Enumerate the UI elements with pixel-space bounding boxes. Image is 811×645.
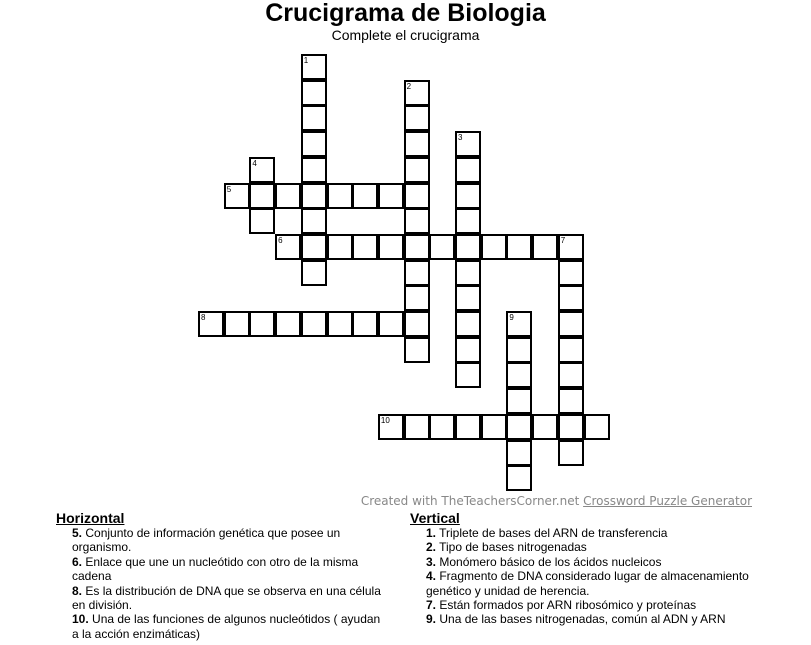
horizontal-clues [72, 526, 382, 641]
clue-across-10: 10. Una de las funciones de algunos nucleótidos ( ayudan a la acción enzimáticas) [72, 612, 381, 641]
grid-clue-number: 10 [380, 415, 390, 425]
grid-cell[interactable] [404, 105, 430, 131]
grid-cell[interactable] [327, 183, 353, 209]
credit-line [0, 494, 752, 508]
grid-cell[interactable] [301, 80, 327, 106]
grid-cell[interactable] [378, 234, 404, 260]
grid-clue-number: 6 [278, 235, 283, 245]
grid-cell[interactable] [404, 183, 430, 209]
grid-cell[interactable] [558, 311, 584, 337]
grid-cell[interactable] [506, 362, 532, 388]
clue-down-9: 9. Una de las bases nitrogenadas, común al ADN y ARN [426, 612, 726, 627]
grid-cell[interactable] [378, 311, 404, 337]
grid-cell[interactable] [275, 311, 301, 337]
horizontal-heading: Horizontal [56, 510, 125, 526]
grid-cell[interactable] [301, 131, 327, 157]
clue-down-3: 3. Monómero básico de los ácidos nucleicos [426, 554, 662, 569]
grid-cell[interactable] [481, 414, 507, 440]
grid-cell[interactable] [506, 388, 532, 414]
grid-cell[interactable] [301, 260, 327, 286]
grid-cell[interactable] [455, 311, 481, 337]
grid-cell[interactable] [455, 285, 481, 311]
grid-cell[interactable] [532, 234, 558, 260]
clue-across-8: 8. Es la distribución de DNA que se observa en una célula en división. [72, 583, 381, 613]
grid-clue-number: 7 [560, 235, 566, 245]
grid-cell[interactable] [275, 183, 301, 209]
grid-cell[interactable] [404, 285, 430, 311]
grid-cell[interactable] [429, 234, 455, 260]
clue-across-6: 6. Enlace que une un nucleótido con otro de la misma cadena [72, 554, 359, 584]
grid-cell[interactable] [404, 414, 430, 440]
clue-across-5: 5. Conjunto de información genética que posee un organismo. [72, 526, 341, 555]
grid-clue-number: 3 [458, 133, 463, 143]
grid-cell[interactable] [352, 234, 378, 260]
grid-cell[interactable] [506, 337, 532, 363]
vertical-heading: Vertical [410, 510, 460, 526]
grid-cell[interactable] [249, 183, 275, 209]
grid-cell[interactable] [224, 311, 250, 337]
grid-clue-number: 1 [303, 56, 309, 65]
grid-cell[interactable] [532, 414, 558, 440]
grid-cell[interactable] [301, 311, 327, 337]
clue-down-1: 1. Triplete de bases del ARN de transferencia [426, 526, 668, 540]
grid-cell[interactable] [404, 311, 430, 337]
grid-cell[interactable] [455, 337, 481, 363]
grid-cell[interactable] [558, 388, 584, 414]
grid-cell[interactable] [352, 183, 378, 209]
credit-link[interactable]: Crossword Puzzle Generator [583, 494, 752, 508]
grid-clue-number: 8 [201, 313, 206, 322]
puzzle-title: Crucigrama de Biologia [265, 0, 546, 27]
grid-cell[interactable] [455, 260, 481, 286]
grid-cell[interactable] [352, 311, 378, 337]
grid-cell[interactable] [584, 414, 610, 440]
grid-cell[interactable] [506, 414, 532, 440]
grid-cell[interactable] [455, 414, 481, 440]
vertical-clues [426, 526, 766, 627]
grid-cell[interactable] [506, 465, 532, 491]
grid-clue-number: 9 [509, 313, 514, 322]
grid-cell[interactable] [301, 105, 327, 131]
grid-cell[interactable] [455, 362, 481, 388]
grid-cell[interactable] [455, 234, 481, 260]
grid-cell[interactable] [249, 311, 275, 337]
grid-cell[interactable] [506, 440, 532, 466]
grid-cell[interactable] [506, 234, 532, 260]
grid-cell[interactable] [455, 183, 481, 209]
grid-cell[interactable] [301, 157, 327, 183]
grid-cell[interactable] [249, 208, 275, 234]
grid-cell[interactable] [327, 311, 353, 337]
grid-cell[interactable] [404, 260, 430, 286]
grid-cell[interactable] [301, 208, 327, 234]
grid-cell[interactable] [558, 285, 584, 311]
grid-cell[interactable] [558, 362, 584, 388]
grid-clue-number: 4 [252, 158, 257, 168]
grid-cell[interactable] [481, 234, 507, 260]
grid-cell[interactable] [455, 208, 481, 234]
grid-cell[interactable] [327, 234, 353, 260]
clue-down-4: 4. Fragmento de DNA considerado lugar de almacenamiento genético y unidad de herencia. [426, 569, 749, 598]
grid-cell[interactable] [558, 337, 584, 363]
grid-cell[interactable] [404, 157, 430, 183]
clue-down-7: 7. Están formados por ARN ribosómico y proteínas [426, 598, 697, 613]
grid-cell[interactable] [404, 234, 430, 260]
grid-cell[interactable] [378, 183, 404, 209]
grid-cell[interactable] [558, 414, 584, 440]
puzzle-subtitle: Complete el crucigrama [331, 27, 480, 43]
grid-clue-number: 2 [406, 81, 412, 91]
clue-down-2: 2. Tipo de bases nitrogenadas [426, 540, 587, 555]
grid-cell[interactable] [558, 260, 584, 286]
grid-cell[interactable] [404, 131, 430, 157]
grid-cell[interactable] [301, 234, 327, 260]
grid-cell[interactable] [429, 414, 455, 440]
grid-clue-number: 5 [226, 184, 232, 194]
grid-cell[interactable] [301, 183, 327, 209]
grid-cell[interactable] [455, 157, 481, 183]
grid-cell[interactable] [404, 208, 430, 234]
credit-prefix: Created with TheTeachersCorner.net [360, 494, 584, 508]
grid-cell[interactable] [404, 337, 430, 363]
grid-cell[interactable] [558, 440, 584, 466]
